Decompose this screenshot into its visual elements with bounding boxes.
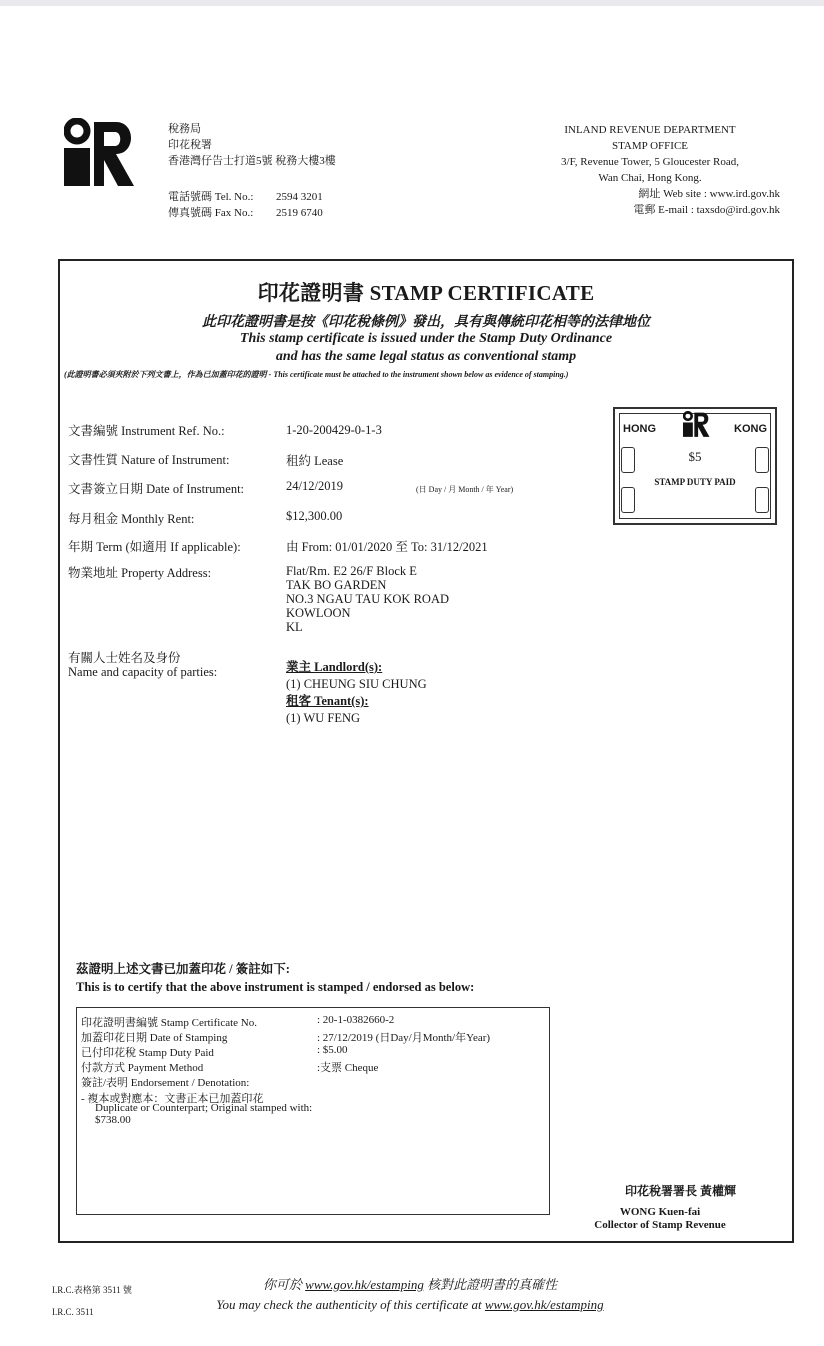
tenant-heading: 租客 Tenant(s): xyxy=(286,694,369,708)
certificate-title: 印花證明書 STAMP CERTIFICATE xyxy=(257,281,595,305)
msg-cn-pre: 你可於 xyxy=(262,1277,306,1292)
msg-en-pre: You may check the authenticity of this certificate at xyxy=(216,1297,485,1312)
stamp-amount: $5 xyxy=(688,449,702,464)
cn-dept: 稅務局 xyxy=(168,123,201,135)
subtitle-en2: and has the same legal status as conventional stamp xyxy=(275,349,577,364)
fax-label: 傳真號碼 Fax No.: xyxy=(168,207,254,219)
collector-name: WONG Kuen-fai xyxy=(619,1206,701,1218)
endorsement-amount: $738.00 xyxy=(95,1114,131,1126)
date-value: 24/12/2019 xyxy=(286,479,343,493)
en-dept: INLAND REVENUE DEPARTMENT xyxy=(564,124,736,136)
collector-cn: 印花稅署署長 黃權輝 xyxy=(624,1184,736,1198)
window-top-bar xyxy=(0,0,824,6)
ref-label: 文書編號 Instrument Ref. No.: xyxy=(68,424,225,438)
term-value: 由 From: 01/01/2020 至 To: 31/12/2021 xyxy=(286,540,488,554)
cert-no-value: : 20-1-0382660-2 xyxy=(317,1014,395,1026)
date-hint: (日 Day / 月 Month / 年 Year) xyxy=(416,485,514,494)
ird-logo xyxy=(64,118,138,186)
endorsement-en: Duplicate or Counterpart; Original stamped with: xyxy=(95,1102,313,1114)
address-line: NO.3 NGAU TAU KOK ROAD xyxy=(286,592,450,606)
landlord-heading: 業主 Landlord(s): xyxy=(286,660,383,674)
ref-value: 1-20-200429-0-1-3 xyxy=(286,423,382,437)
stamp-ird-logo xyxy=(683,411,711,437)
form-number xyxy=(52,1279,132,1323)
cn-address: 香港灣仔告士打道5號 稅務大樓3樓 xyxy=(168,155,336,167)
en-address-line2: Wan Chai, Hong Kong. xyxy=(598,172,702,184)
certify-en: This is to certify that the above instrument is stamped / endorsed as below: xyxy=(76,980,475,994)
endorsement-label: 簽註/表明 Endorsement / Denotation: xyxy=(81,1077,250,1089)
parties-value xyxy=(286,659,427,727)
en-office: STAMP OFFICE xyxy=(611,140,689,152)
address-line: Flat/Rm. E2 26/F Block E xyxy=(286,564,417,578)
subtitle-en1: This stamp certificate is issued under the Stamp Duty Ordinance xyxy=(239,331,613,346)
stamp-kong: KONG xyxy=(734,423,767,435)
cn-office: 印花稅署 xyxy=(168,139,212,151)
contact-block xyxy=(168,189,323,221)
certificate-frame xyxy=(58,259,794,1243)
en-address-line1: 3/F, Revenue Tower, 5 Gloucester Road, xyxy=(561,156,739,168)
endorsement-cn: - 複本或對應本：文書正本已加蓋印花 xyxy=(81,1093,264,1105)
stamping-details-box xyxy=(76,1007,550,1215)
tel-value: 2594 3201 xyxy=(276,191,323,203)
address-value xyxy=(286,564,449,634)
msg-cn-post: 核對此證明書的真確性 xyxy=(423,1277,558,1292)
payment-method-value: :支票 Cheque xyxy=(317,1062,379,1074)
seal-icon xyxy=(755,487,769,513)
signature-block xyxy=(580,1185,740,1232)
tenant-name: (1) WU FENG xyxy=(286,711,361,725)
duty-paid-label: 已付印花稅 Stamp Duty Paid xyxy=(81,1047,214,1059)
stamp-hong: HONG xyxy=(623,423,656,435)
chinese-address xyxy=(168,121,336,169)
address-line: TAK BO GARDEN xyxy=(286,578,387,592)
parties-label-en: Name and capacity of parties: xyxy=(68,665,218,679)
stamp-label: STAMP DUTY PAID xyxy=(654,477,736,487)
date-label: 文書簽立日期 Date of Instrument: xyxy=(68,482,245,496)
address-label: 物業地址 Property Address: xyxy=(68,566,212,580)
collector-title: Collector of Stamp Revenue xyxy=(594,1219,726,1231)
rent-label: 每月租金 Monthly Rent: xyxy=(68,512,195,526)
rent-value: $12,300.00 xyxy=(286,509,343,523)
certify-cn: 茲證明上述文書已加蓋印花 / 簽註如下: xyxy=(76,962,290,976)
subtitle-cn: 此印花證明書是按《印花稅條例》發出，具有與傳統印花相等的法律地位 xyxy=(202,315,650,330)
address-line: KOWLOON xyxy=(286,606,351,620)
nature-label: 文書性質 Nature of Instrument: xyxy=(68,453,230,467)
authenticity-message xyxy=(180,1275,640,1315)
website[interactable]: 網址 Web site : www.ird.gov.hk xyxy=(638,188,780,200)
form-number-cn: I.R.C.表格第 3511 號 xyxy=(52,1285,132,1295)
estamping-link-en[interactable]: www.gov.hk/estamping xyxy=(484,1297,604,1312)
landlord-name: (1) CHEUNG SIU CHUNG xyxy=(286,677,427,691)
tel-label: 電話號碼 Tel. No.: xyxy=(168,191,254,203)
duty-paid-value: : $5.00 xyxy=(317,1044,348,1056)
term-label: 年期 Term (如適用 If applicable): xyxy=(68,540,241,554)
email[interactable]: 電郵 E-mail : taxsdo@ird.gov.hk xyxy=(633,204,780,216)
stamping-date-label: 加蓋印花日期 Date of Stamping xyxy=(81,1032,228,1044)
address-line: KL xyxy=(286,620,303,634)
attachment-note: (此證明書必須夾附於下列文書上，作為已加蓋印花的證明 - This certificate must be attached to the instrument shown below as evidence of stamping.) xyxy=(64,370,569,379)
cert-no-label: 印花證明書編號 Stamp Certificate No. xyxy=(81,1017,257,1029)
parties-label-cn: 有關人士姓名及身份 xyxy=(68,651,181,665)
parties-label xyxy=(68,651,217,679)
estamping-link-cn[interactable]: www.gov.hk/estamping xyxy=(305,1277,424,1292)
stamping-date-value: : 27/12/2019 (日Day/月Month/年Year) xyxy=(317,1032,491,1044)
seal-icon xyxy=(621,487,635,513)
stamp-duty-paid-stamp xyxy=(613,407,777,525)
form-number-en: I.R.C. 3511 xyxy=(52,1307,94,1317)
english-address xyxy=(520,122,780,218)
payment-method-label: 付款方式 Payment Method xyxy=(81,1062,204,1074)
fax-value: 2519 6740 xyxy=(276,207,323,219)
certify-statement xyxy=(76,959,474,998)
nature-value: 租約 Lease xyxy=(286,454,344,468)
